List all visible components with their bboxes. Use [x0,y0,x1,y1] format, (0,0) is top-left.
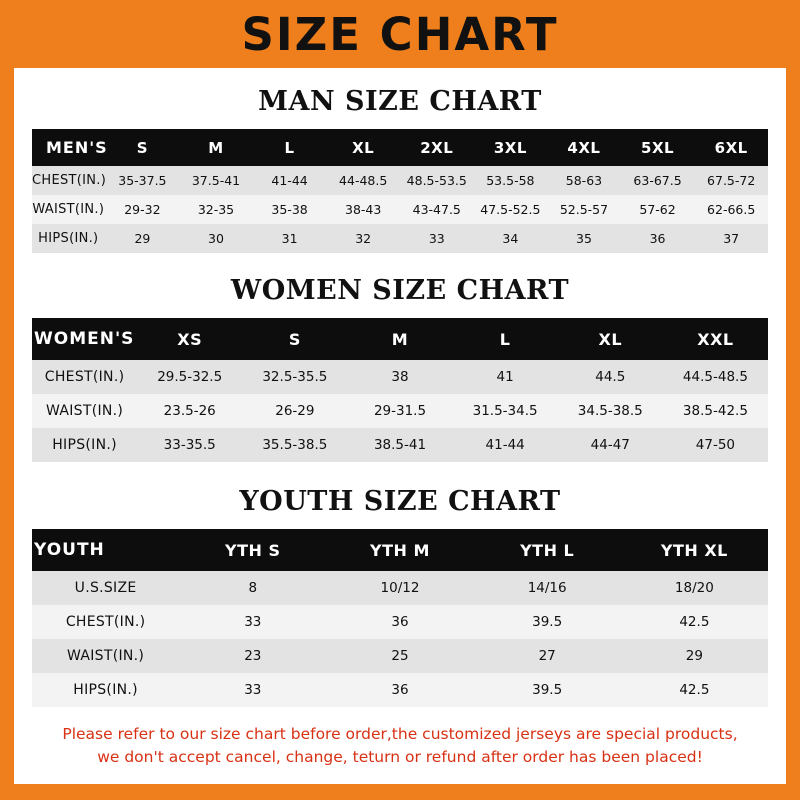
cell: 53.5-58 [486,173,535,188]
table-youth-head [32,529,768,571]
cell: 47.5-52.5 [480,202,541,217]
cell: 32 [355,231,372,246]
cell: 29 [134,231,151,246]
cell: 38.5-42.5 [682,403,748,419]
content [14,86,786,770]
table-women-header-0: WOMEN'S [34,329,135,349]
table-women [32,318,768,462]
cell: 29.5-32.5 [157,369,223,385]
cell: 42.5 [679,614,710,630]
row-label: U.S.SIZE [74,580,137,596]
cell: 26-29 [275,403,315,419]
cell: 42.5 [679,682,710,698]
row-label: WAIST(IN.) [45,403,124,419]
table-women-body [32,360,768,462]
table-women-header-2: S [288,329,301,349]
table-youth-header-1: YTH S [225,540,281,560]
row-label: CHEST(IN.) [32,173,107,188]
cell: 48.5-53.5 [406,173,467,188]
cell: 33 [244,614,262,630]
table-row [32,639,768,673]
cell: 41-44 [271,173,308,188]
cell: 35 [576,231,592,246]
table-women-header-3: M [391,329,409,349]
cell: 37 [723,231,740,246]
cell: 36 [649,231,666,246]
table-row [32,571,768,605]
table-man-header-1: S [136,138,149,157]
table-row [32,605,768,639]
table-man-header-8: 5XL [641,138,675,157]
table-row [32,428,768,462]
cell: 62-66.5 [707,202,756,217]
cell: 35.5-38.5 [262,437,328,453]
cell: 33 [428,231,445,246]
table-youth-header-0: YOUTH [34,540,105,560]
section-title-man: MAN SIZE CHART [258,86,542,117]
cell: 33 [244,682,262,698]
table-man-header-3: L [284,138,295,157]
cell: 41-44 [485,437,525,453]
cell: 38.5-41 [373,437,427,453]
table-header-row [32,318,768,360]
table-row [32,673,768,707]
cell: 30 [208,231,224,246]
row-label: HIPS(IN.) [38,231,99,246]
cell: 23 [244,648,262,664]
footer-band [14,784,786,800]
table-women-header-1: XS [177,329,203,349]
table-row [32,166,768,195]
cell: 57-62 [639,202,676,217]
section-title-women: WOMEN SIZE CHART [230,275,570,306]
cell: 63-67.5 [633,173,682,188]
cell: 36 [391,614,409,630]
cell: 31.5-34.5 [472,403,538,419]
cell: 41 [496,369,514,385]
cell: 35-38 [271,202,308,217]
cell: 43-47.5 [412,202,461,217]
table-youth-header-2: YTH M [370,540,430,560]
table-header-row [32,129,768,166]
cell: 44-48.5 [339,173,388,188]
table-man-header-5: 2XL [420,138,454,157]
section-man [32,86,768,253]
row-label: WAIST(IN.) [32,202,105,217]
notice-line-2: we don't accept cancel, change, teturn or refund after order has been placed! [97,748,703,767]
cell: 34.5-38.5 [577,403,643,419]
cell: 44.5-48.5 [682,369,748,385]
cell: 35-37.5 [118,173,167,188]
table-youth-body [32,571,768,707]
cell: 8 [248,580,258,596]
cell: 38 [391,369,409,385]
cell: 32-35 [197,202,235,217]
cell: 47-50 [695,437,736,453]
cell: 37.5-41 [191,173,241,188]
table-women-header-6: XXL [697,329,734,349]
table-man-head [32,129,768,166]
header-band [0,0,800,68]
table-youth [32,529,768,707]
cell: 32.5-35.5 [262,369,328,385]
table-man-body [32,166,768,253]
cell: 39.5 [532,682,563,698]
section-youth [32,486,768,707]
table-women-header-4: L [499,329,511,349]
cell: 44-47 [590,437,630,453]
table-man [32,129,768,253]
cell: 36 [391,682,409,698]
cell: 34 [502,231,519,246]
row-label: HIPS(IN.) [52,437,117,453]
row-label: HIPS(IN.) [73,682,138,698]
table-youth-header-3: YTH L [520,540,575,560]
cell: 31 [281,231,298,246]
cell: 52.5-57 [559,202,609,217]
table-youth-header-4: YTH XL [660,540,728,560]
table-man-header-6: 3XL [493,138,527,157]
cell: 29-31.5 [373,403,427,419]
notice-line-1: Please refer to our size chart before order,the customized jerseys are special products, [62,725,738,743]
cell: 67.5-72 [707,173,756,188]
table-row [32,195,768,224]
table-header-row [32,529,768,571]
cell: 29-32 [124,202,161,217]
table-women-header-5: XL [598,329,623,349]
notice [32,723,768,770]
cell: 23.5-26 [163,403,216,419]
cell: 25 [391,648,409,664]
table-man-header-9: 6XL [714,138,748,157]
page-title: SIZE CHART [241,7,559,61]
row-label: CHEST(IN.) [65,614,146,630]
table-row [32,394,768,428]
cell: 29 [685,648,703,664]
table-women-head [32,318,768,360]
table-row [32,360,768,394]
table-man-header-4: XL [352,138,375,157]
cell: 44.5 [595,369,626,385]
cell: 58-63 [565,173,603,188]
table-man-header-7: 4XL [567,138,601,157]
cell: 38-43 [345,202,382,217]
cell: 27 [538,648,556,664]
section-title-youth: YOUTH SIZE CHART [239,486,561,517]
row-label: WAIST(IN.) [66,648,145,664]
table-row [32,224,768,253]
section-women [32,275,768,462]
cell: 10/12 [380,580,420,596]
table-man-header-2: M [208,138,224,157]
cell: 39.5 [532,614,563,630]
table-man-header-0: MEN'S [46,138,108,157]
cell: 18/20 [674,580,714,596]
row-label: CHEST(IN.) [44,369,125,385]
cell: 33-35.5 [163,437,216,453]
cell: 14/16 [527,580,567,596]
